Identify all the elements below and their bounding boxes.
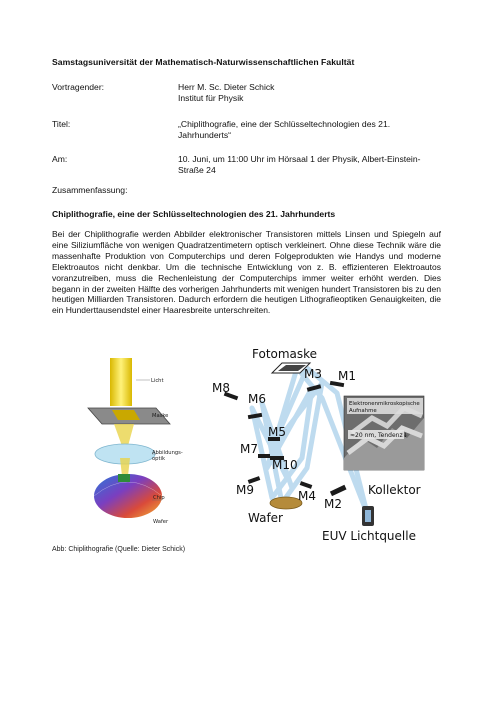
date-label: Am: xyxy=(52,154,68,164)
mirror-m4 xyxy=(300,481,313,489)
label-m6: M6 xyxy=(248,392,266,406)
mirror-m7 xyxy=(258,454,270,458)
label-m3: M3 xyxy=(304,367,322,381)
micrograph-inset xyxy=(344,396,424,470)
label-m9: M9 xyxy=(236,483,254,497)
speaker-name: Herr M. Sc. Dieter Schick xyxy=(178,82,275,92)
label-m5: M5 xyxy=(268,425,286,439)
lithography-schematic xyxy=(60,358,210,538)
inset-title-line2: Aufnahme xyxy=(349,408,377,414)
light-beam xyxy=(110,358,132,406)
chip-square xyxy=(118,474,130,482)
mirror-m2 xyxy=(330,485,347,496)
summary-label: Zusammenfassung: xyxy=(52,185,128,195)
label-m7: M7 xyxy=(240,442,258,456)
label-maske: Maske xyxy=(152,413,169,419)
label-m4: M4 xyxy=(298,489,316,503)
summary-paragraph xyxy=(52,229,441,316)
euv-optics-diagram xyxy=(212,338,452,548)
summary-subtitle: Chiplithografie, eine der Schlüsseltechnologien des 21. Jahrhunderts xyxy=(52,209,336,219)
label-m10: M10 xyxy=(272,458,298,472)
label-m2: M2 xyxy=(324,497,342,511)
title-label: Titel: xyxy=(52,119,71,129)
label-m8: M8 xyxy=(212,381,230,395)
date-line-1: 10. Juni, um 11:00 Uhr im Hörsaal 1 der Physik, Albert-Einstein- xyxy=(178,154,421,164)
label-chip: Chip xyxy=(153,495,165,501)
speaker-institute: Institut für Physik xyxy=(178,93,244,103)
label-fotomaske: Fotomaske xyxy=(252,347,318,361)
speaker-label: Vortragender: xyxy=(52,82,105,92)
date-line-2: Straße 24 xyxy=(178,165,216,175)
page-heading: Samstagsuniversität der Mathematisch-Naturwissenschaftlichen Fakultät xyxy=(52,57,355,67)
summary-text: Bei der Chiplithografie werden Abbilder elektronischer Transistoren mittels Linsen und Spiegeln auf eine Siliziumfläche von wenigen Quadratzentimetern optisch verkleinert. Ohne diese Technik wäre die massenhafte Produktion von Computerchips und deren Folgeprodukten wie Handys und moderne Elektroautos nicht denkbar. Um die technische Entwicklung von z. B. effizienteren Elektroautos voranzutreiben, muss die Rechenleistung der Computerchips immer weiter erhöht werden. Dies begann in der zweiten Hälfte des vorherigen Jahrhunderts mit wenigen hundert Transistoren bis zu den heutigen Milliarden Transistoren. Dadurch erfordern die heutigen Lithografieoptiken Genauigkeiten, die ein Hunderttausendstel einer Haaresbreite unterschreiten. xyxy=(52,229,441,316)
title-line-1: „Chiplithografie, eine der Schlüsseltechnologien des 21. xyxy=(178,119,391,129)
light-cone xyxy=(114,424,134,446)
title-line-2: Jahrhunderts“ xyxy=(178,130,232,140)
label-wafer: Wafer xyxy=(153,519,169,525)
label-wafer: Wafer xyxy=(248,511,283,525)
figure-caption: Abb: Chiplithografie (Quelle: Dieter Schick) xyxy=(52,546,186,553)
label-abbildungs: Abbildungs- xyxy=(152,450,183,456)
label-m1: M1 xyxy=(338,369,356,383)
label-optik: optik xyxy=(152,456,165,462)
inset-title-line1: Elektronenmikroskopische xyxy=(349,401,420,407)
inset-scale: ≈20 nm, Tendenz↓ xyxy=(350,432,408,439)
label-euv-source: EUV Lichtquelle xyxy=(322,529,416,543)
label-kollektor: Kollektor xyxy=(368,483,421,497)
label-licht: Licht xyxy=(151,378,164,384)
